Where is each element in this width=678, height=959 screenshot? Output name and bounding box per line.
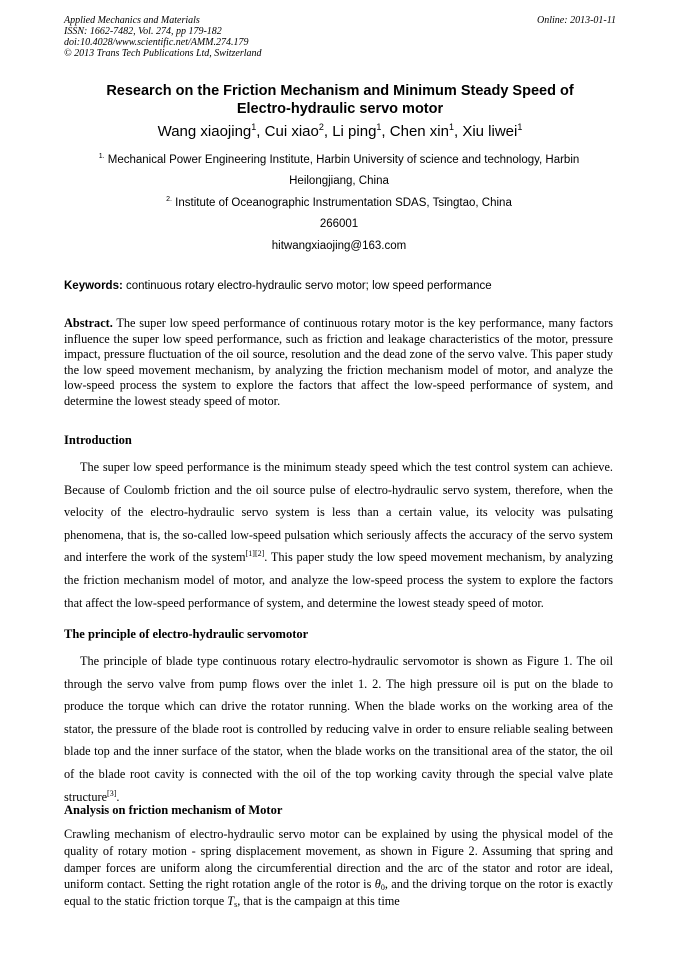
- author-affiliation-mark: 2: [318, 122, 324, 132]
- torque-subscript: s: [234, 900, 238, 910]
- affiliation-2: [60, 193, 618, 235]
- author-list: Wang xiaojing$^1$, Cui xiao$^2$, Li ping$^1$, Chen xin$^1$, Xiu liwei$^1$: [157, 122, 523, 140]
- introduction-text-2: . This paper study the low speed movement mechanism, by analyzing the friction mechanism model of motor, and analyze the low-speed process the system to explore the factors that affect the low-speed performance of system, and determine the lowest steady speed of motor.: [64, 550, 613, 610]
- keywords-label: Keywords:: [64, 280, 123, 292]
- author-affiliation-mark: 1: [251, 122, 257, 132]
- principle-paragraph: [64, 650, 613, 808]
- journal-name: Applied Mechanics and Materials: [64, 15, 200, 26]
- affiliation-1-line-2: Heilongjiang, China: [289, 175, 389, 187]
- analysis-text-1: Crawling mechanism of electro-hydraulic servo motor can be explained by using the physical model of the quality of rotary motion - spring displacement movement, as shown in Figure 2. Assuming that spring and damper forces are uniform along the circumferential direction and the arc of the stator and rotor are ideal, uniform contact. Setting the right rotation angle of the rotor is: [64, 827, 613, 892]
- online-date: Online: 2013-01-11: [537, 15, 616, 26]
- author-name: Li ping: [332, 123, 377, 140]
- paper-title: [50, 82, 630, 118]
- author-name: Wang xiaojing: [157, 123, 252, 140]
- introduction-text-1: The super low speed performance is the minimum steady speed which the test control system can achieve. Because of Coulomb friction and the oil source pulse of electro-hydraulic servo system, therefore, when the velocity of the electro-hydraulic servo system is less than a certain value, its velocity was pulsating phenomena, that is, the so-called low-speed pulsation which seriously affects the accuracy of the servo system and interfere the work of the system: [64, 460, 613, 565]
- doi-line[interactable]: doi:10.4028/www.scientific.net/AMM.274.179: [64, 37, 249, 48]
- author-name: Cui xiao: [264, 123, 319, 140]
- introduction-paragraph: [64, 456, 613, 614]
- affiliation-1-line-1: Mechanical Power Engineering Institute, Harbin University of science and technology, Harbin: [107, 154, 580, 166]
- analysis-paragraph: [64, 826, 613, 910]
- abstract-label: Abstract.: [64, 316, 113, 330]
- affiliation-2-mark: 2.: [166, 196, 172, 203]
- keywords-text: continuous rotary electro-hydraulic servo motor; low speed performance: [126, 280, 492, 292]
- section-heading-analysis: Analysis on friction mechanism of Motor: [64, 803, 283, 817]
- affiliation-1-mark: 1.: [98, 153, 105, 160]
- citation-ref[interactable]: [3]: [107, 788, 117, 798]
- theta-subscript: 0: [380, 883, 385, 893]
- author-affiliation-mark: 1: [517, 122, 523, 132]
- abstract-text: The super low speed performance of continuous rotary motor is the key performance, many factors influence the super low speed performance, such as friction and leakage characteristics of the motor, pressure impact, pressure fluctuation of the oil source, resolution and the dead zone of the servo valve. This paper study the low speed movement mechanism, by analyzing the friction mechanism model of motor, and analyze the low-speed process the system to explore the factors that affect the low-speed performance of system, and determine the lowest steady speed of motor.: [64, 316, 614, 408]
- theta-symbol: θ: [374, 877, 381, 892]
- issn-line: ISSN: 1662-7482, Vol. 274, pp 179-182: [64, 26, 222, 37]
- journal-header: [64, 15, 616, 59]
- author-affiliation-mark: 1: [448, 122, 454, 132]
- title-line-1: Research on the Friction Mechanism and Minimum Steady Speed of: [106, 83, 574, 99]
- section-heading-introduction: Introduction: [64, 433, 132, 447]
- contact-email[interactable]: hitwangxiaojing@163.com: [271, 240, 407, 252]
- author-affiliation-mark: 1: [376, 122, 382, 132]
- affiliation-1: [60, 150, 618, 192]
- citation-ref[interactable]: [1][2]: [245, 549, 265, 559]
- section-heading-principle: The principle of electro-hydraulic servomotor: [64, 627, 309, 641]
- author-name: Xiu liwei: [462, 123, 518, 140]
- abstract: [64, 316, 613, 410]
- affiliation-2-line-2: 266001: [319, 218, 359, 230]
- analysis-text-2: , and the driving torque on the rotor is exactly equal to the static friction torque: [64, 877, 613, 909]
- torque-symbol: T: [227, 894, 235, 909]
- copyright-line: © 2013 Trans Tech Publications Ltd, Switzerland: [64, 48, 262, 59]
- affiliation-2-line-1: Institute of Oceanographic Instrumentation SDAS, Tsingtao, China: [175, 197, 512, 209]
- title-line-2: Electro-hydraulic servo motor: [236, 101, 444, 117]
- principle-text-1: The principle of blade type continuous rotary electro-hydraulic servomotor is shown as Figure 1. The oil through the servo valve from pump flows over the inlet 1. 2. The high pressure oil is put on the blade to produce the torque which can drive the rotator running. When the blade works on the working area of the stator, the pressure of the blade root is controlled by reducing valve in order to ensure reliable sealing between blade top and the inner surface of the stator, when the blade works on the transitional area of the stator, the oil of the blade root cavity is connected with the oil of the top working cavity through the special valve plate structure: [64, 654, 613, 804]
- analysis-text-3: , that is the campaign at this time: [237, 894, 400, 909]
- author-name: Chen xin: [389, 123, 449, 140]
- principle-text-2: .: [116, 789, 120, 804]
- keywords: [64, 278, 624, 294]
